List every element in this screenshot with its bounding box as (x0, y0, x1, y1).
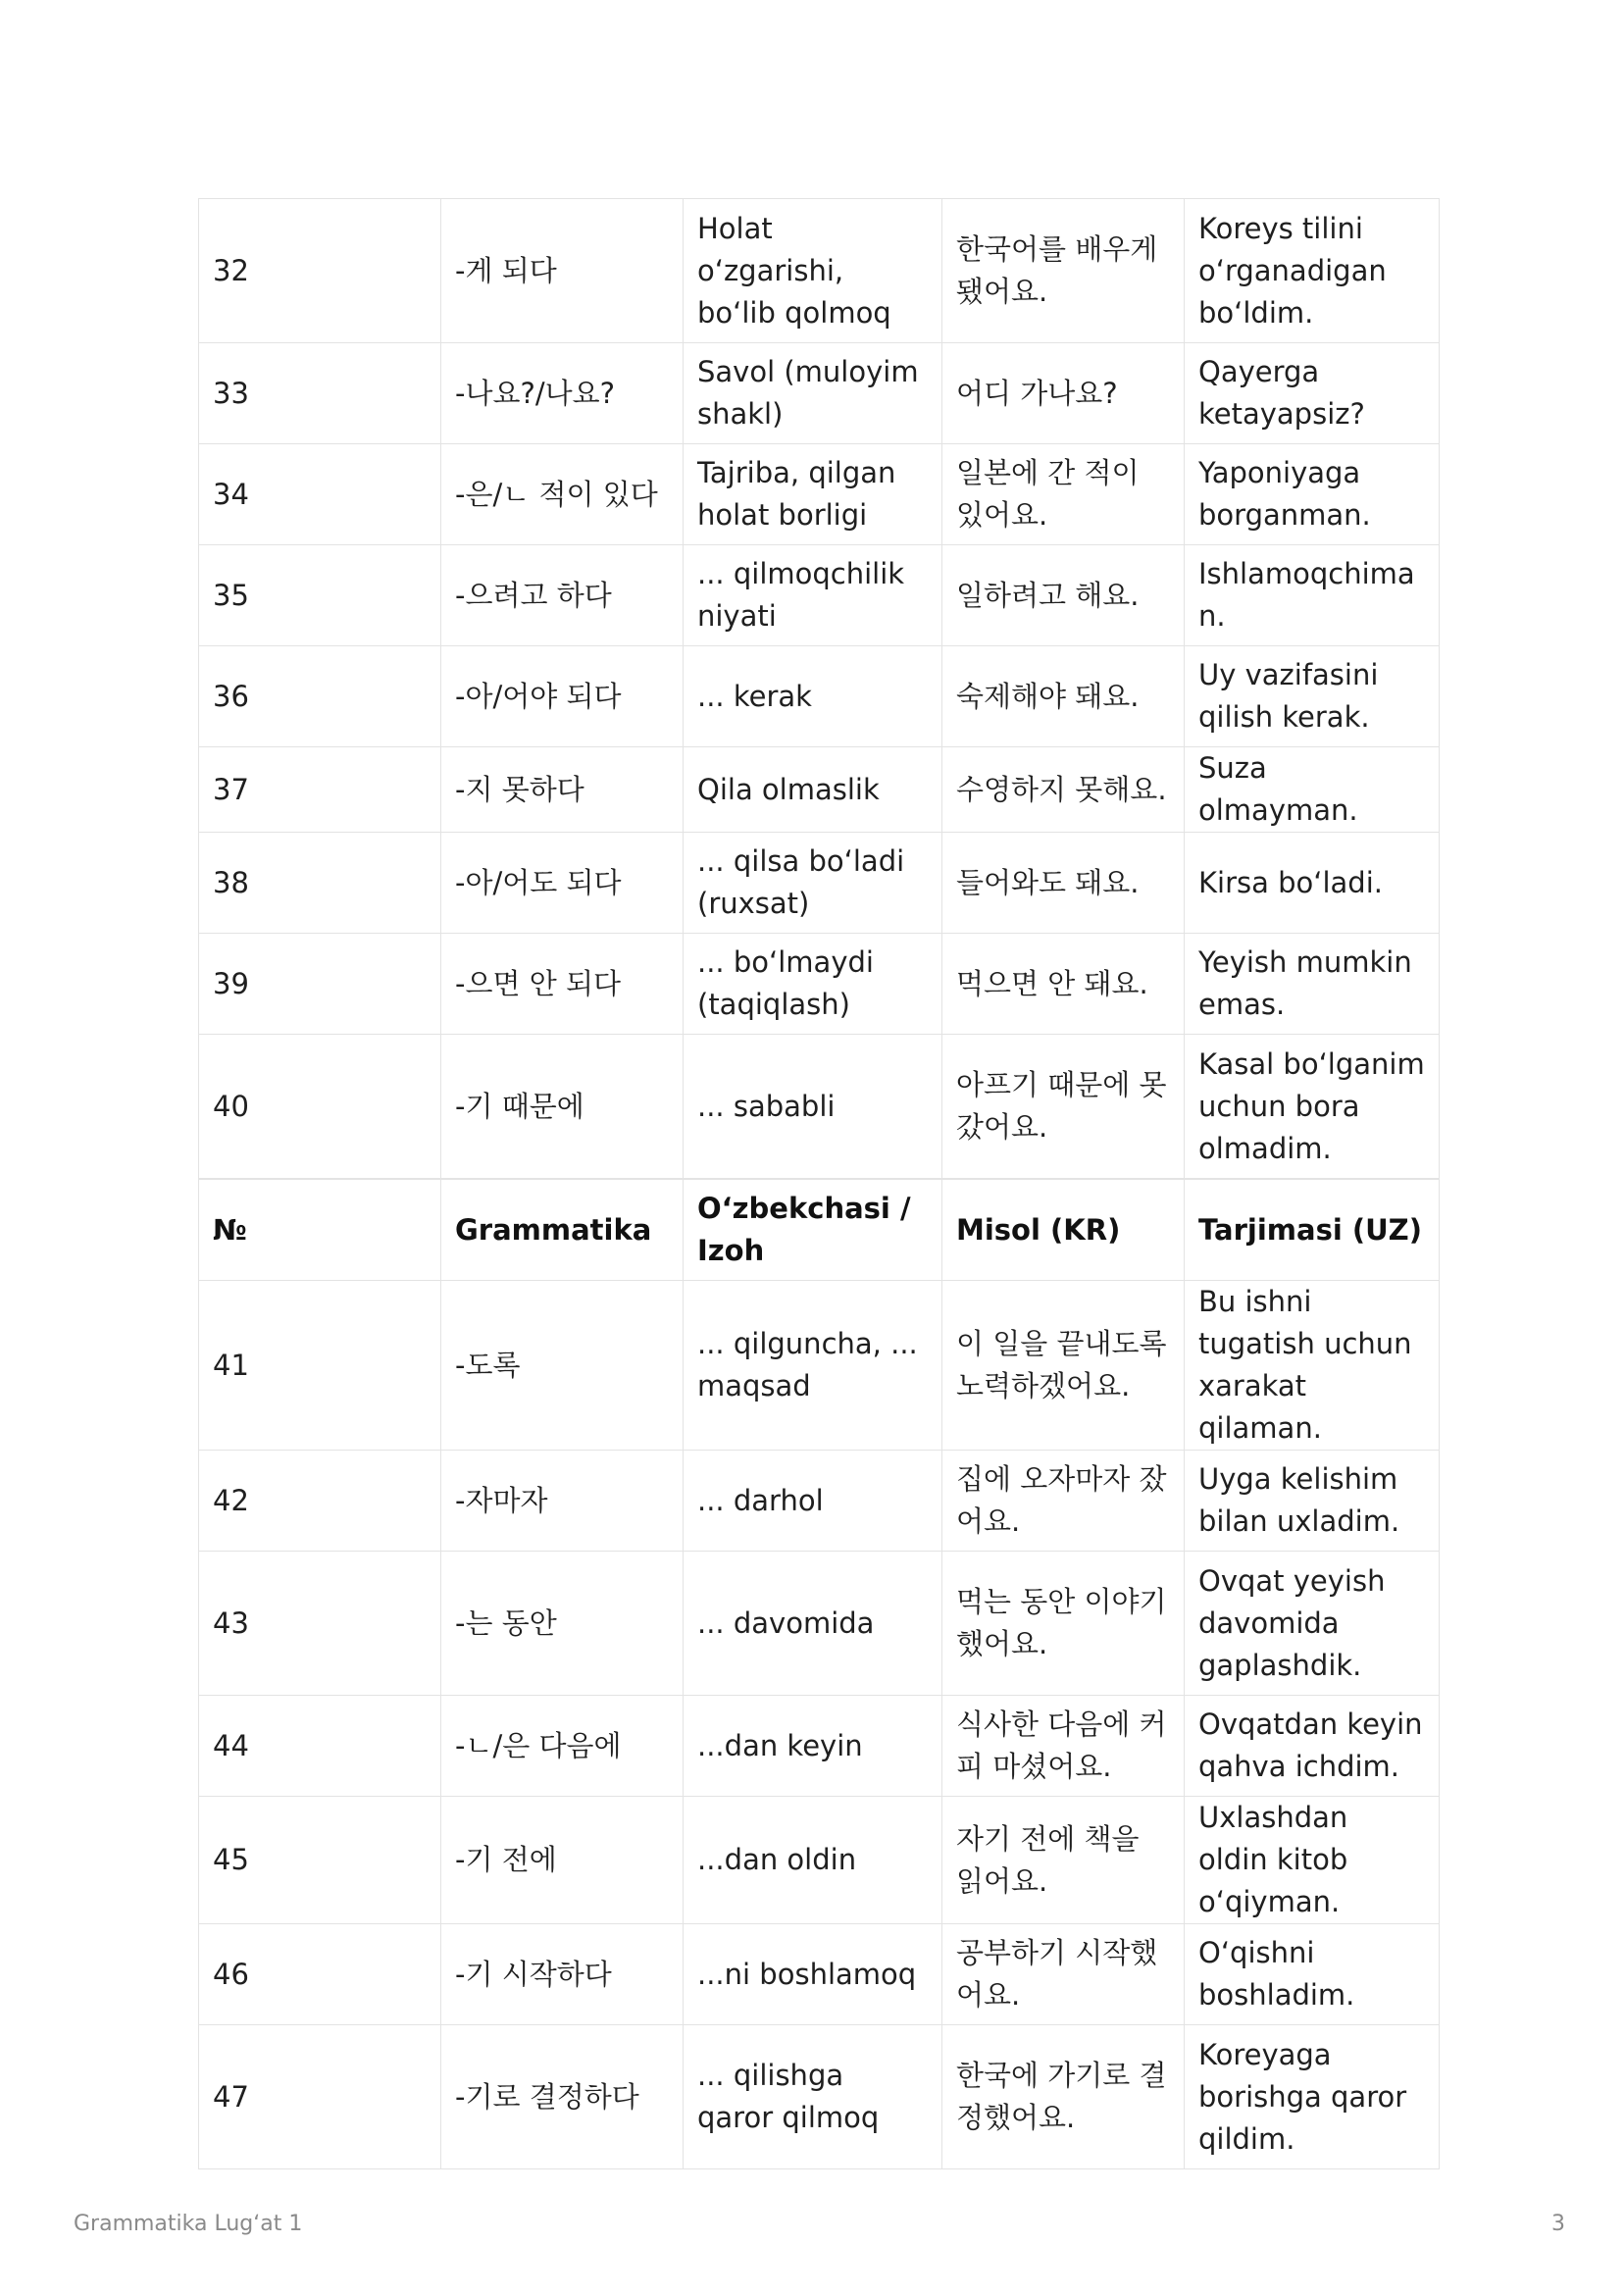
cell-uzbek: ... kerak (684, 646, 942, 747)
cell-number: 32 (199, 199, 441, 343)
cell-translation: Uyga kelishim bilan uxladim. (1185, 1451, 1440, 1552)
column-header-number: № (199, 1180, 441, 1281)
cell-number: 35 (199, 545, 441, 646)
table-row (199, 1797, 1440, 1924)
cell-number: 42 (199, 1451, 441, 1552)
cell-grammar: -도록 (441, 1281, 684, 1451)
cell-translation: Ovqat yeyish davomida gaplashdik. (1185, 1552, 1440, 1696)
cell-uzbek: Holat oʻzgarishi, boʻlib qolmoq (684, 199, 942, 343)
cell-number: 34 (199, 444, 441, 545)
table-row (199, 934, 1440, 1035)
cell-grammar: -지 못하다 (441, 747, 684, 833)
table-row (199, 1281, 1440, 1451)
cell-grammar: -ㄴ/은 다음에 (441, 1696, 684, 1797)
cell-grammar: -기 시작하다 (441, 1924, 684, 2025)
cell-translation: Oʻqishni boshladim. (1185, 1924, 1440, 2025)
table-row (199, 833, 1440, 934)
cell-example: 공부하기 시작했어요. (942, 1924, 1185, 2025)
cell-number: 38 (199, 833, 441, 934)
cell-uzbek: ... qilmoqchilik niyati (684, 545, 942, 646)
cell-example: 한국에 가기로 결정했어요. (942, 2025, 1185, 2169)
cell-uzbek: Tajriba, qilgan holat borligi (684, 444, 942, 545)
cell-number: 36 (199, 646, 441, 747)
cell-grammar: -는 동안 (441, 1552, 684, 1696)
cell-uzbek: ...dan oldin (684, 1797, 942, 1924)
cell-example: 아프기 때문에 못 갔어요. (942, 1035, 1185, 1179)
cell-grammar: -으면 안 되다 (441, 934, 684, 1035)
cell-grammar: -기 때문에 (441, 1035, 684, 1179)
table-row (199, 2025, 1440, 2169)
cell-number: 39 (199, 934, 441, 1035)
column-header-uzbek: Oʻzbekchasi / Izoh (684, 1180, 942, 1281)
header-row (199, 1180, 1440, 1281)
cell-grammar: -아/어도 되다 (441, 833, 684, 934)
cell-uzbek: ... davomida (684, 1552, 942, 1696)
cell-example: 먹으면 안 돼요. (942, 934, 1185, 1035)
cell-example: 자기 전에 책을 읽어요. (942, 1797, 1185, 1924)
cell-example: 들어와도 돼요. (942, 833, 1185, 934)
cell-uzbek: ...ni boshlamoq (684, 1924, 942, 2025)
grammar-table-2 (198, 1179, 1440, 2169)
cell-grammar: -기로 결정하다 (441, 2025, 684, 2169)
cell-translation: Uxlashdan oldin kitob oʻqiyman. (1185, 1797, 1440, 1924)
cell-number: 37 (199, 747, 441, 833)
cell-translation: Kasal boʻlganim uchun bora olmadim. (1185, 1035, 1440, 1179)
cell-number: 45 (199, 1797, 441, 1924)
cell-translation: Ovqatdan keyin qahva ichdim. (1185, 1696, 1440, 1797)
cell-grammar: -기 전에 (441, 1797, 684, 1924)
cell-translation: Koreyaga borishga qaror qildim. (1185, 2025, 1440, 2169)
table-row (199, 1696, 1440, 1797)
cell-grammar: -나요?/나요? (441, 343, 684, 444)
cell-translation: Uy vazifasini qilish kerak. (1185, 646, 1440, 747)
grammar-table-1 (198, 198, 1440, 1179)
cell-example: 집에 오자마자 잤어요. (942, 1451, 1185, 1552)
cell-number: 40 (199, 1035, 441, 1179)
cell-translation: Qayerga ketayapsiz? (1185, 343, 1440, 444)
cell-translation: Yeyish mumkin emas. (1185, 934, 1440, 1035)
footer-page-number: 3 (1551, 2212, 1565, 2236)
cell-translation: Ishlamoqchiman. (1185, 545, 1440, 646)
cell-example: 이 일을 끝내도록 노력하겠어요. (942, 1281, 1185, 1451)
table-row (199, 199, 1440, 343)
cell-number: 47 (199, 2025, 441, 2169)
table-row (199, 545, 1440, 646)
table-row (199, 1035, 1440, 1179)
table-body (199, 199, 1440, 1179)
cell-example: 숙제해야 돼요. (942, 646, 1185, 747)
cell-example: 수영하지 못해요. (942, 747, 1185, 833)
cell-grammar: -은/ㄴ 적이 있다 (441, 444, 684, 545)
cell-number: 46 (199, 1924, 441, 2025)
cell-translation: Koreys tilini oʻrganadigan boʻldim. (1185, 199, 1440, 343)
table-row (199, 1552, 1440, 1696)
table-row (199, 1451, 1440, 1552)
column-header-example: Misol (KR) (942, 1180, 1185, 1281)
cell-grammar: -자마자 (441, 1451, 684, 1552)
column-header-translation: Tarjimasi (UZ) (1185, 1180, 1440, 1281)
cell-example: 어디 가나요? (942, 343, 1185, 444)
table-row (199, 343, 1440, 444)
table-header (199, 1180, 1440, 1281)
cell-translation: Suza olmayman. (1185, 747, 1440, 833)
cell-grammar: -으려고 하다 (441, 545, 684, 646)
cell-number: 43 (199, 1552, 441, 1696)
footer-document-title: Grammatika Lugʻat 1 (74, 2212, 303, 2236)
cell-uzbek: Savol (muloyim shakl) (684, 343, 942, 444)
cell-uzbek: Qila olmaslik (684, 747, 942, 833)
cell-grammar: -게 되다 (441, 199, 684, 343)
cell-example: 식사한 다음에 커피 마셨어요. (942, 1696, 1185, 1797)
cell-example: 일하려고 해요. (942, 545, 1185, 646)
cell-example: 먹는 동안 이야기했어요. (942, 1552, 1185, 1696)
cell-grammar: -아/어야 되다 (441, 646, 684, 747)
cell-example: 한국어를 배우게 됐어요. (942, 199, 1185, 343)
cell-uzbek: ... sababli (684, 1035, 942, 1179)
cell-number: 33 (199, 343, 441, 444)
table-row (199, 747, 1440, 833)
column-header-grammar: Grammatika (441, 1180, 684, 1281)
cell-uzbek: ... qilsa boʻladi (ruxsat) (684, 833, 942, 934)
table-body (199, 1281, 1440, 2169)
table-row (199, 646, 1440, 747)
cell-example: 일본에 간 적이 있어요. (942, 444, 1185, 545)
cell-uzbek: ... qilishga qaror qilmoq (684, 2025, 942, 2169)
table-row (199, 1924, 1440, 2025)
cell-translation: Kirsa boʻladi. (1185, 833, 1440, 934)
cell-uzbek: ... boʻlmaydi (taqiqlash) (684, 934, 942, 1035)
cell-uzbek: ... qilguncha, ... maqsad (684, 1281, 942, 1451)
cell-translation: Bu ishni tugatish uchun xarakat qilaman. (1185, 1281, 1440, 1451)
table-row (199, 444, 1440, 545)
cell-uzbek: ... darhol (684, 1451, 942, 1552)
cell-number: 41 (199, 1281, 441, 1451)
cell-number: 44 (199, 1696, 441, 1797)
cell-uzbek: ...dan keyin (684, 1696, 942, 1797)
cell-translation: Yaponiyaga borganman. (1185, 444, 1440, 545)
